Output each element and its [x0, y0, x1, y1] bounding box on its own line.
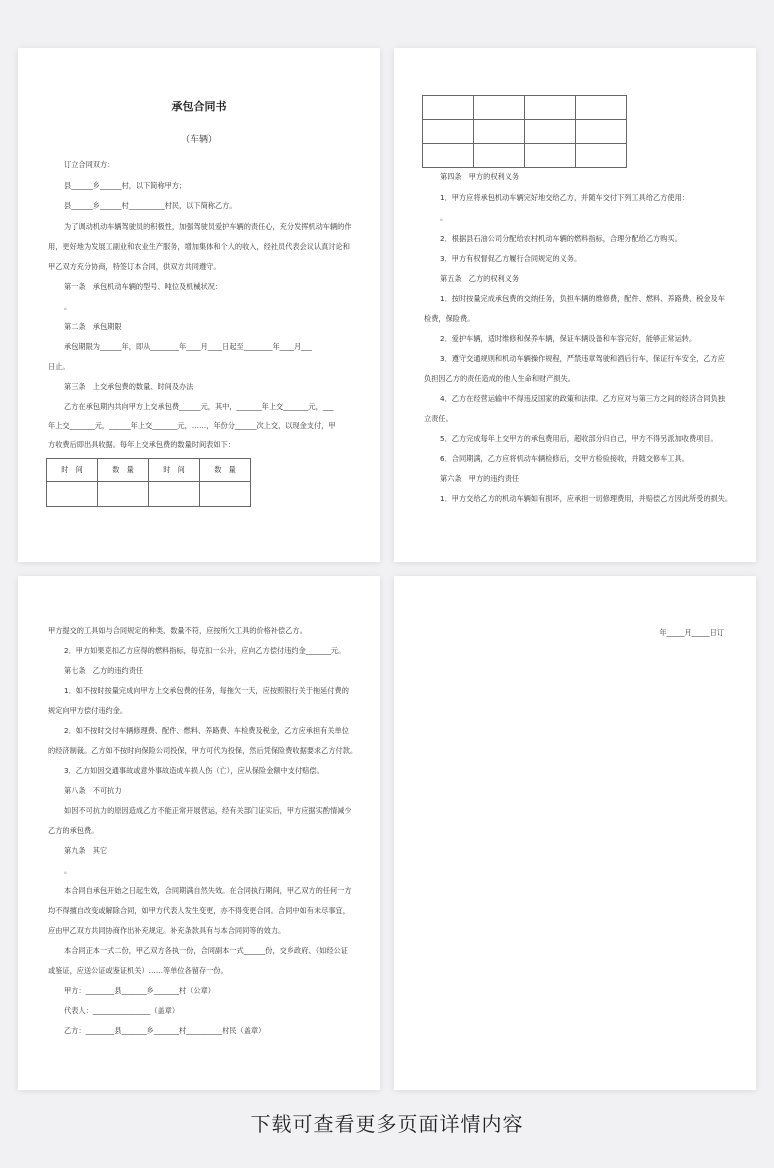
- text-line: 第五条 乙方的权利义务: [440, 274, 520, 283]
- party-b-signature-line: 乙方：________县_______乡_______村__________村民（盖章）: [64, 1026, 266, 1035]
- text-line: 本合同正本一式二份，甲乙双方各执一份，合同副本一式______份，交乡政府、（如经公证: [64, 946, 348, 955]
- text-line: 5．乙方完成每年上交甲方的承包费用后，超收部分归自己，甲方不得另派加收费项目。: [440, 434, 718, 443]
- text-line: 的经济制裁。乙方如不按时向保险公司投保，甲方可代为投保，然后凭保险费收据要求乙方付款。: [48, 746, 358, 755]
- text-line: 应由甲乙双方共同协商作出补充规定。补充条款具有与本合同同等的效力。: [48, 926, 286, 935]
- table-row: [423, 96, 627, 120]
- text-line: 或鉴证，应送公证或鉴证机关）……等单位各留存一份。: [48, 966, 228, 975]
- text-line: 年上交_______元，______年上交_______元，……，年份分______次上交，以现金支付，甲: [48, 421, 336, 430]
- text-line: 方收费后即出具收据。每年上交承包费的数量时间表如下：: [48, 440, 235, 449]
- text-line: 承包期限为______年，即从________年____月____日起至________年____月___: [64, 342, 312, 351]
- text-line: 第三条 上交承包费的数量、时间及办法: [64, 382, 194, 391]
- text-line: 县______乡______村，以下简称甲方；: [64, 181, 187, 190]
- party-a-signature-line: 甲方：________县_______乡_______村（公章）: [64, 986, 215, 995]
- contract-title: 承包合同书: [171, 100, 227, 113]
- document-page-3: [18, 576, 380, 1090]
- contract-subtitle: （车辆）: [180, 135, 217, 145]
- table-header-cell: 时 间: [47, 459, 98, 482]
- text-line: 第八条 不可抗力: [64, 786, 122, 795]
- text-line: 第四条 甲方的权利义务: [440, 172, 520, 181]
- text-line: 订立合同双方：: [64, 160, 115, 169]
- text-line: 6．合同期满，乙方应将机动车辆检修后，交甲方检验接收，并随交修车工具。: [440, 454, 689, 463]
- text-line: 乙方的承包费。: [48, 826, 99, 835]
- text-line: 。: [64, 866, 72, 875]
- table-cell: [576, 120, 627, 144]
- table-cell: [576, 144, 627, 168]
- document-page-4: [394, 576, 756, 1090]
- table-cell: [423, 144, 474, 168]
- table-cell: [200, 482, 251, 507]
- table-header-cell: 数 量: [98, 459, 149, 482]
- table-cell: [423, 96, 474, 120]
- table-cell: [525, 144, 576, 168]
- text-line: 第二条 承包期限: [64, 322, 122, 331]
- table-cell: [525, 96, 576, 120]
- text-line: 甲乙双方充分协商，特签订本合同，供双方共同遵守。: [48, 262, 221, 271]
- text-line: 1．按时按量完成承包费的交纳任务，负担车辆的维修费，配件、燃料、养路费、税金及车: [440, 294, 725, 303]
- text-line: 2．爱护车辆，适时维修和保养车辆，保证车辆设备和车容完好，能够正常运转。: [440, 334, 697, 343]
- text-line: 1．甲方交给乙方的机动车辆如有损坏，应承担一切修理费用，并赔偿乙方因此所受的损失。: [440, 494, 733, 503]
- text-line: 甲方提交的工具如与合同规定的种类、数量不符，应按所欠工具的价格补偿乙方。: [48, 626, 307, 635]
- text-line: 规定向甲方偿付违约金。: [48, 706, 128, 715]
- table-cell: [474, 96, 525, 120]
- text-line: 为了调动机动车辆驾驶员的积极性，加强驾驶员爱护车辆的责任心，充分发挥机动车辆的作: [64, 222, 352, 231]
- date-line: 年_____月_____日订: [659, 628, 724, 637]
- table-cell: [423, 120, 474, 144]
- table-header-row: [47, 459, 251, 482]
- text-line: 。: [440, 213, 448, 222]
- text-line: 。: [64, 302, 72, 311]
- table-cell: [474, 144, 525, 168]
- text-line: 检费，保险费。: [424, 314, 475, 323]
- text-line: 第九条 其它: [64, 846, 108, 855]
- table-row: [423, 120, 627, 144]
- table-cell: [98, 482, 149, 507]
- table-header-cell: 时 间: [149, 459, 200, 482]
- text-line: 3．遵守交通规则和机动车辆操作规程，严禁违章驾驶和酒后行车，保证行车安全，乙方应: [440, 354, 725, 363]
- text-line: 乙方在承包期内共向甲方上交承包费______元，其中，_______年上交_______元，___: [64, 402, 334, 411]
- text-line: 3．甲方有权督促乙方履行合同规定的义务。: [440, 254, 582, 263]
- text-line: 第六条 甲方的违约责任: [440, 474, 520, 483]
- text-line: 2．根据县石油公司分配给农村机动车辆的燃料指标，合理分配给乙方购买。: [440, 234, 682, 243]
- representative-signature-line: 代表人：________________（盖章）: [64, 1006, 180, 1015]
- table-row: [423, 144, 627, 168]
- text-line: 2．甲方如果克扣乙方应得的燃料指标，每克扣一公升，应向乙方偿付违约金_______元。: [64, 646, 346, 655]
- text-line: 用，更好地为发展工副业和农业生产服务，增加集体和个人的收入，经社员代表会议认真讨论和: [48, 242, 350, 251]
- table-cell: [149, 482, 200, 507]
- text-line: 县______乡______村__________村民，以下简称乙方。: [64, 201, 237, 210]
- table-cell: [576, 96, 627, 120]
- table-cell: [525, 120, 576, 144]
- text-line: 2．如不按时交付车辆修理费、配件、燃料、养路费、车检费及税金，乙方应承担有关单位: [64, 726, 349, 735]
- table-row: [47, 482, 251, 507]
- table-header-cell: 数 量: [200, 459, 251, 482]
- text-line: 立责任。: [424, 414, 453, 423]
- text-line: 本合同自承包开始之日起生效，合同期满自然失效。在合同执行期间，甲乙双方的任何一方: [64, 886, 352, 895]
- text-line: 3．乙方如因交通事故或意外事故造成车损人伤（亡），应从保险金额中支付赔偿。: [64, 766, 324, 775]
- text-line: 日止。: [48, 362, 70, 371]
- text-line: 负担因乙方的责任造成的他人生命和财产损失。: [424, 374, 575, 383]
- text-line: 1．如不按时按量完成向甲方上交承包费的任务，每拖欠一天，应按照银行关于拖延付费的: [64, 686, 349, 695]
- text-line: 均不得擅自改变或解除合同，如甲方代表人发生变更，亦不得变更合同。合同中如有未尽事宜，: [48, 906, 350, 915]
- text-line: 4．乙方在经营运输中不得违反国家的政策和法律。乙方应对与第三方之间的经济合同负独: [440, 394, 725, 403]
- download-more-banner[interactable]: 下载可查看更多页面详情内容: [250, 1112, 524, 1136]
- table-cell: [47, 482, 98, 507]
- text-line: 如因不可抗力的原因造成乙方不能正常开展营运，经有关部门证实后，甲方应据实酌情减少: [64, 806, 352, 815]
- payment-schedule-table: [46, 458, 251, 507]
- text-line: 第一条 承包机动车辆的型号、吨位及机械状况：: [64, 282, 223, 291]
- document-page-1: [18, 48, 380, 562]
- table-cell: [474, 120, 525, 144]
- text-line: 第七条 乙方的违约责任: [64, 666, 144, 675]
- text-line: 1．甲方应将承包机动车辆完好地交给乙方，并随车交付下列工具给乙方使用：: [440, 193, 689, 202]
- document-page-2: [394, 48, 756, 562]
- blank-table: [422, 95, 627, 168]
